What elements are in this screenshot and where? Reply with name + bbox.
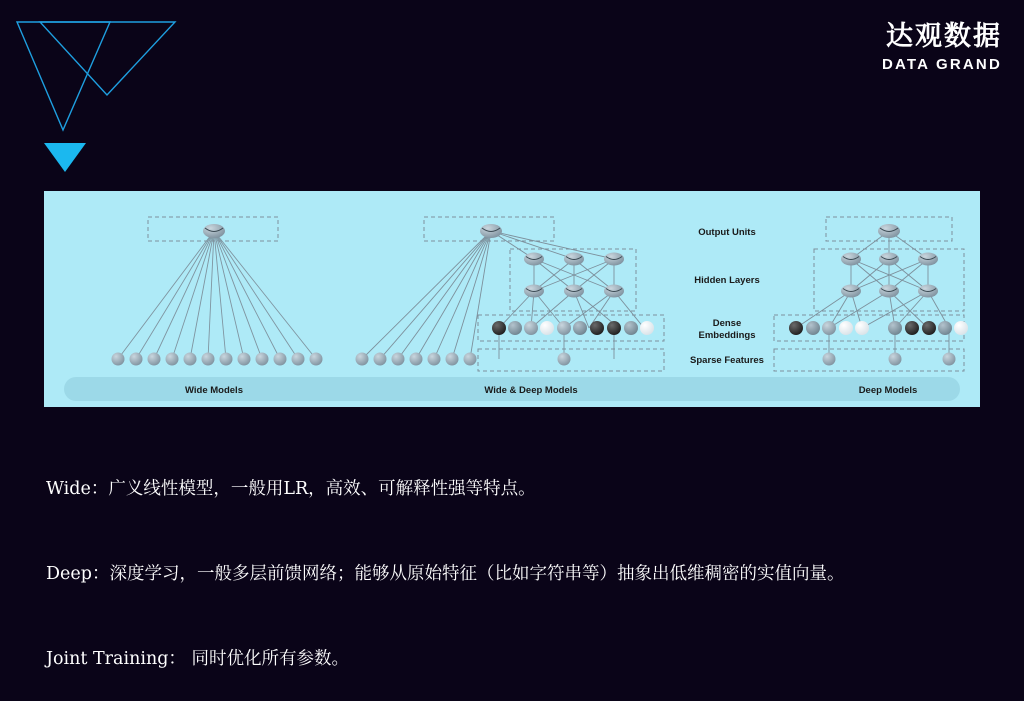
section-band bbox=[64, 377, 960, 401]
section-deep-models: Deep Models bbox=[858, 385, 918, 396]
section-wide-models: Wide Models bbox=[185, 385, 243, 396]
label-dense-embeddings-2: Embeddings bbox=[698, 330, 756, 341]
brand-name-cn: 达观数据 bbox=[886, 21, 1002, 52]
label-sparse-features: Sparse Features bbox=[690, 355, 764, 366]
wide-and-deep-diagram bbox=[44, 191, 980, 407]
decorative-triangles bbox=[0, 0, 220, 190]
deep-model-group bbox=[774, 217, 968, 371]
caption-line-wide: Wide：广义线性模型，一般用LR，高效、可解释性强等特点。 bbox=[46, 478, 536, 499]
section-wide-deep-models: Wide & Deep Models bbox=[484, 385, 578, 396]
caption-block bbox=[46, 418, 986, 701]
label-dense-embeddings-1: Dense bbox=[712, 318, 742, 329]
diagram-svg bbox=[44, 191, 980, 407]
caption-line-deep: Deep：深度学习，一般多层前馈网络；能够从原始特征（比如字符串等）抽象出低维稠密的实值向量。 bbox=[46, 563, 845, 584]
wide-and-deep-model-group bbox=[356, 217, 665, 371]
caption-line-joint-training: Joint Training： 同时优化所有参数。 bbox=[46, 648, 349, 669]
wide-model-group bbox=[112, 217, 323, 366]
brand-logo bbox=[882, 22, 1002, 73]
brand-name-en: DATA GRAND bbox=[881, 55, 1002, 73]
label-output-units: Output Units bbox=[698, 227, 756, 238]
label-hidden-layers: Hidden Layers bbox=[694, 275, 760, 286]
